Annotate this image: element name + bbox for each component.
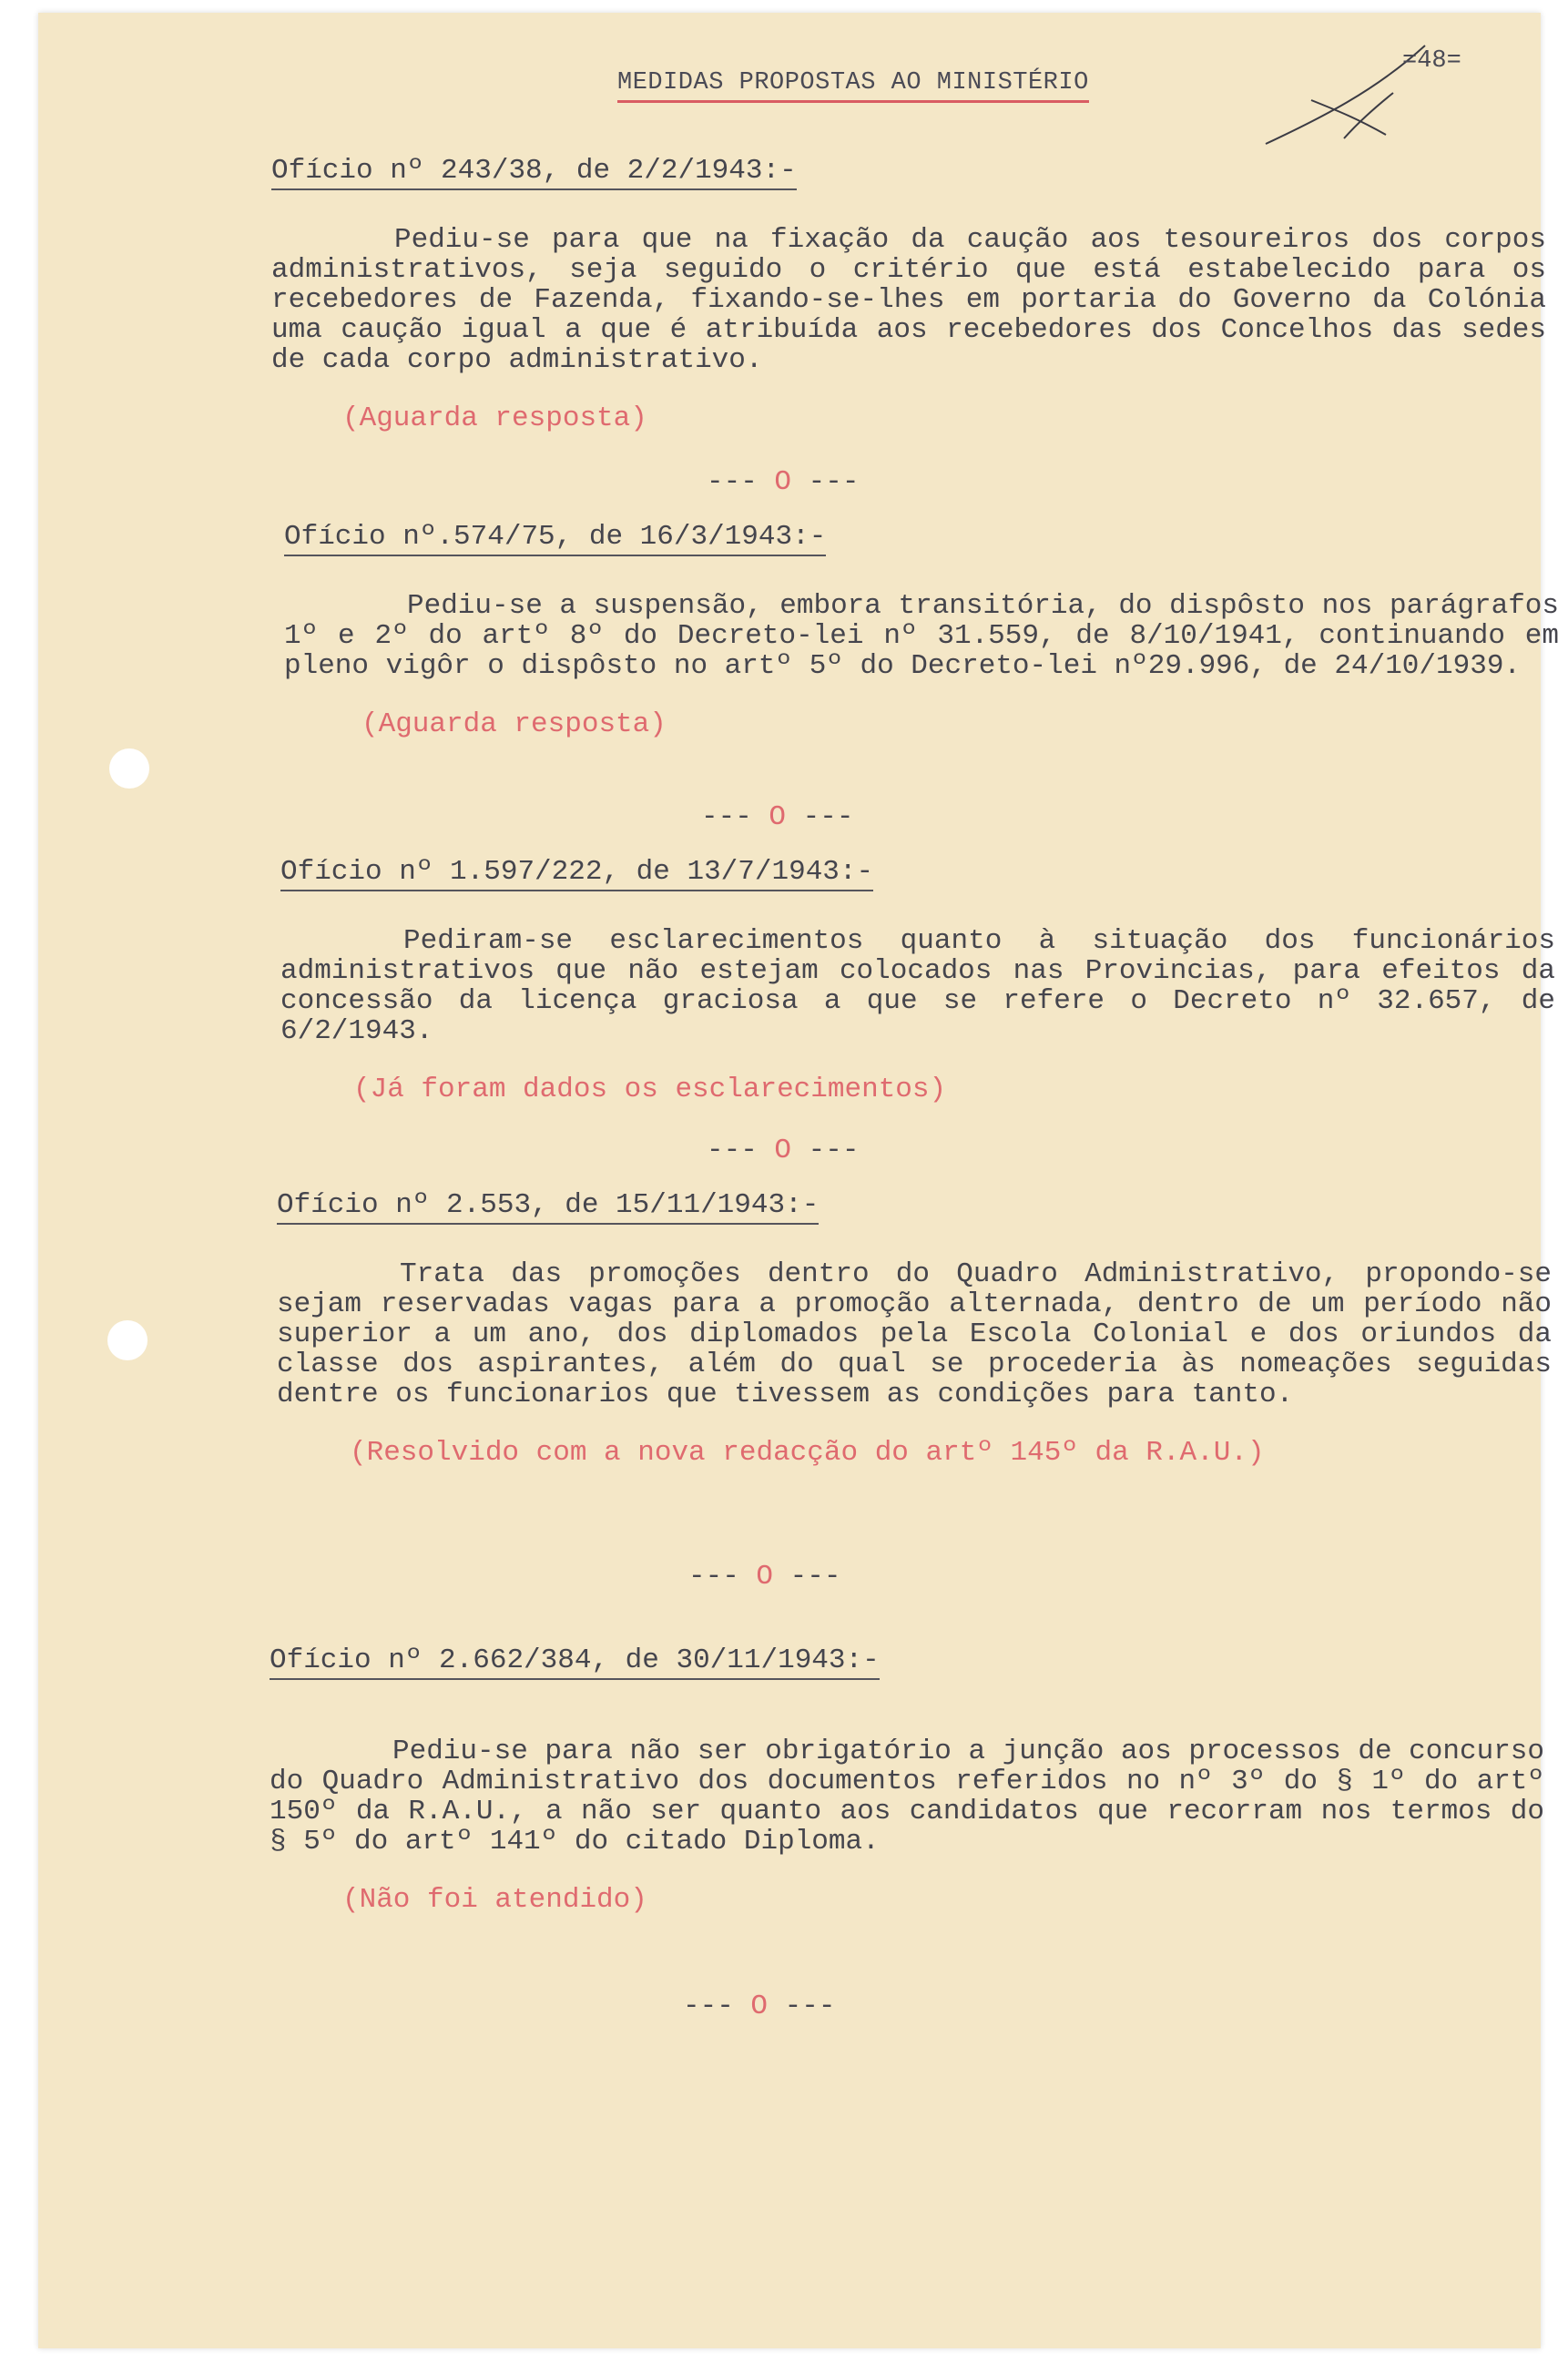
separator-dashes: --- xyxy=(789,1561,841,1593)
page-title: MEDIDAS PROPOSTAS AO MINISTÉRIO xyxy=(617,69,1089,103)
page-number: =48= xyxy=(1402,47,1461,75)
entry-oficio-1597 xyxy=(280,856,1568,1105)
entry-body: Pediu-se para não ser obrigatório a junção aos processos de concurso do Quadro Administrativo dos documentos referidos no nº 3º do § 1º do artº 150º da R.A.U., a não ser quanto aos candidatos que recorram nos termos do § 5º do artº 141º do citado Diploma. xyxy=(270,1736,1545,1858)
separator-dashes: --- xyxy=(707,1135,758,1166)
entry-oficio-574 xyxy=(284,521,1568,740)
separator-dashes: --- xyxy=(784,1990,836,2022)
punch-hole-bottom xyxy=(107,1320,148,1360)
separator xyxy=(707,466,859,498)
separator-mark: O xyxy=(774,466,792,498)
entry-oficio-243 xyxy=(271,155,1564,434)
separator-mark: O xyxy=(750,1990,769,2022)
entry-oficio-2553 xyxy=(277,1189,1568,1469)
separator xyxy=(688,1561,840,1593)
entry-body: Trata das promoções dentro do Quadro Administrativo, propondo-se sejam reservadas vagas para a promoção alternada, dentro de um período não superior a um ano, dos diplomados pela Escola Colonial e dos oriundos da classe dos aspirantes, além do qual se procederia às nomeações seguidas dentre os funcionarios que tivessem as condições para tanto. xyxy=(277,1258,1552,1410)
entry-status: (Aguarda resposta) xyxy=(361,708,667,740)
separator xyxy=(683,1990,835,2022)
pen-mark-icon xyxy=(1257,27,1430,155)
entry-status: (Resolvido com a nova redacção do artº 145º da R.A.U.) xyxy=(350,1437,1265,1469)
entry-status: (Não foi atendido) xyxy=(342,1884,647,1916)
separator-mark: O xyxy=(769,801,787,833)
separator-dashes: --- xyxy=(688,1561,739,1593)
entry-heading: Ofício nº 1.597/222, de 13/7/1943:- xyxy=(280,856,873,891)
separator-mark: O xyxy=(756,1561,774,1593)
entry-status: (Já foram dados os esclarecimentos) xyxy=(353,1074,947,1105)
entry-body: Pediu-se a suspensão, embora transitória, do dispôsto nos parágrafos 1º e 2º do artº 8º do Decreto-lei nº 31.559, de 8/10/1941, continuando em pleno vigôr o dispôsto no artº 5º do Decreto-lei nº29.996, de 24/10/1939. xyxy=(284,590,1560,682)
separator-dashes: --- xyxy=(808,466,860,498)
separator-dashes: --- xyxy=(802,801,854,833)
separator-dashes: --- xyxy=(701,801,752,833)
separator xyxy=(707,1135,859,1166)
entry-status: (Aguarda resposta) xyxy=(342,402,647,434)
entry-body: Pediu-se para que na fixação da caução aos tesoureiros dos corpos administrativos, seja seguido o critério que está estabelecido para os recebedores de Fazenda, fixando-se-lhes em portaria do Governo da Colónia uma caução igual a que é atribuída aos recebedores dos Concelhos das sedes de cada corpo administrativo. xyxy=(271,224,1546,376)
entry-heading: Ofício nº 2.553, de 15/11/1943:- xyxy=(277,1189,819,1225)
separator-mark: O xyxy=(774,1135,792,1166)
separator-dashes: --- xyxy=(683,1990,734,2022)
entry-heading: Ofício nº.574/75, de 16/3/1943:- xyxy=(284,521,826,556)
punch-hole-top xyxy=(109,748,149,789)
entry-body: Pediram-se esclarecimentos quanto à situação dos funcionários administrativos que não estejam colocados nas Provincias, para efeitos da concessão da licença graciosa a que se refere o Decreto nº 32.657, de 6/2/1943. xyxy=(280,925,1555,1047)
entry-oficio-2662 xyxy=(270,1644,1563,1916)
separator xyxy=(701,801,853,833)
separator-dashes: --- xyxy=(808,1135,860,1166)
separator-dashes: --- xyxy=(707,466,758,498)
entry-heading: Ofício nº 243/38, de 2/2/1943:- xyxy=(271,155,797,190)
entry-heading: Ofício nº 2.662/384, de 30/11/1943:- xyxy=(270,1644,880,1680)
